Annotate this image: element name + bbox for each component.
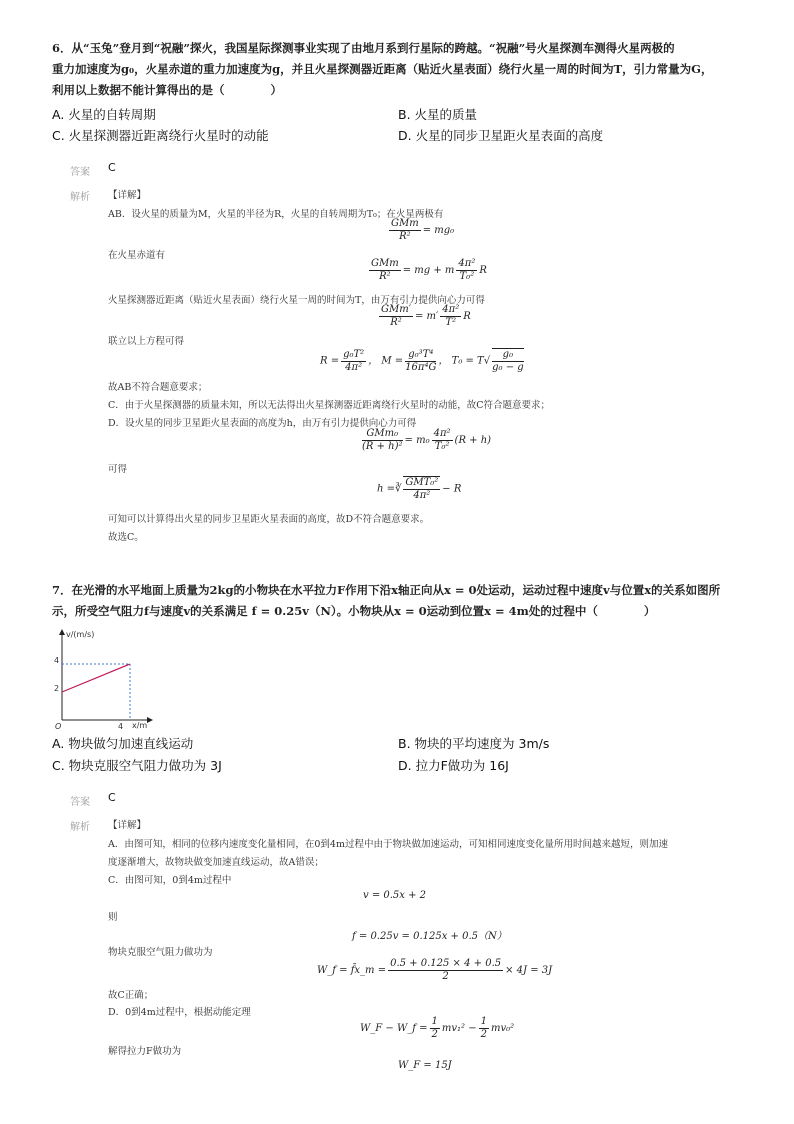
q7-line-c-correct: 故C正确； <box>108 990 154 1001</box>
q6-eq1 <box>387 218 454 243</box>
q6-eq3-den2: T² <box>445 317 457 328</box>
q6-eq4-t-num: g₀ <box>492 349 524 362</box>
q6-line-choose: 故选C。 <box>108 532 144 543</box>
q6-answer: C <box>108 161 116 174</box>
q7-eq2: f = 0.25v = 0.125x + 0.5（N） <box>352 931 507 942</box>
q6-eq2-den2: T₀² <box>459 271 475 282</box>
q7-stem-line2: 示，所受空气阻力f与速度v的关系满足 f = 0.25v（N）。小物块从x = 0运动到位置x = 4m处的过程中（ ） <box>52 604 656 618</box>
q6-line-d: D．设火星的同步卫星距火星表面的高度为h，由万有引力提供向心力可得 <box>108 418 417 429</box>
q7-line-c: C．由图可知，0到4m过程中 <box>108 875 232 886</box>
q6-eq4: R = $\frac{\text{g₀T²}}{\text{4π²}}$ ， M = $\frac{\text{g₀³T⁴}}{\text{16π⁴G}}$ ， T₀ = T√ $\frac{\text{g₀}}{\text{g₀ − g}}$ <box>320 348 524 373</box>
q6-stem-line2: 重力加速度为g₀，火星赤道的重力加速度为g，并且火星探测器近距离（贴近火星表面）绕行火星一周的时间为T，引力常量为G， <box>52 62 713 76</box>
q6-eq6-lhs: h = <box>377 483 395 495</box>
q7-graph-origin: O <box>55 722 62 731</box>
q6-eq4-r-num: g₀T² <box>343 348 365 360</box>
q6-stem-line1: 6．从“玉兔”登月到“祝融”探火，我国星际探测事业实现了由地月系到行星际的跨越。“祝融”号火星探测车测得火星两极的 <box>52 41 675 55</box>
q6-eq4-t-lhs: ， T₀ = T <box>438 355 484 367</box>
q6-eq5-rhs: (R + h) <box>454 435 492 446</box>
q6-line-equator: 在火星赤道有 <box>108 250 166 261</box>
q6-analysis-tag: 解析 <box>70 192 90 203</box>
q6-eq3-num2: 4π² <box>442 304 460 315</box>
q6-eq2-den: R² <box>379 271 391 282</box>
q6-eq2 <box>367 258 487 283</box>
q6-eq1-rhs: = mg₀ <box>422 225 455 236</box>
q6-eq5-den2: T₀² <box>434 441 450 452</box>
q6-eq4-r-lhs: R = <box>320 355 340 367</box>
q6-line-orbit: 火星探测器近距离（贴近火星表面）绕行火星一周的时间为T，由万有引力提供向心力可得 <box>108 295 485 306</box>
q7-eq4-two2: 2 <box>480 1029 487 1040</box>
q7-eq3-rhs: × 4J = 3J <box>505 965 553 976</box>
q7-line-d: D．0到4m过程中，根据动能定理 <box>108 1007 251 1018</box>
q6-eq2-num: GMm <box>371 258 399 269</box>
q7-line-a1: A．由图可知，相同的位移内速度变化量相同，在0到4m过程中由于物块做加速运动，可知相同速度变化量所用时间越来越短，则加速 <box>108 839 668 850</box>
q6-option-a[interactable]: A. 火星的自转周期 <box>52 107 156 122</box>
q6-eq3-rhs: R <box>463 311 471 322</box>
q7-eq4-half1: 1 <box>431 1016 438 1027</box>
q6-eq5-num2: 4π² <box>433 428 451 439</box>
q7-eq4-mv1: mv₁² − <box>441 1023 477 1034</box>
q7-detail-heading: 【详解】 <box>108 820 147 831</box>
q6-option-c[interactable]: C. 火星探测器近距离绕行火星时的动能 <box>52 128 269 143</box>
q6-eq6-rhs: − R <box>442 483 462 495</box>
q7-graph-xtick-4: 4 <box>118 722 124 731</box>
q7-graph-ytick-2: 2 <box>54 684 60 693</box>
q7-line-work: 物块克服空气阻力做功为 <box>108 947 213 958</box>
q7-eq4-lhs: W_F − W_f = <box>360 1023 428 1034</box>
q7-eq5: W_F = 15J <box>398 1060 452 1071</box>
q6-detail-heading: 【详解】 <box>108 190 147 201</box>
q6-stem-line3: 利用以上数据不能计算得出的是（ ） <box>52 83 282 97</box>
q7-eq4-mv2: mv₀² <box>490 1023 515 1034</box>
q6-eq6: h =∛ $\frac{\text{GMT₀²}}{\text{4π²}}$ − R <box>377 477 462 501</box>
q7-stem-line1: 7．在光滑的水平地面上质量为2kg的小物块在水平拉力F作用下沿x轴正向从x = 0处运动，运动过程中速度v与位置x的关系如图所 <box>52 583 721 597</box>
q6-eq2-rhs: R <box>479 265 487 276</box>
q6-eq5-num: GMm₀ <box>362 428 403 441</box>
q7-line-solve: 解得拉力F做功为 <box>108 1046 182 1057</box>
q6-eq1-num: GMm <box>391 218 419 229</box>
q7-line-a2: 度逐渐增大，故物块做变加速直线运动，故A错误； <box>108 857 324 868</box>
q6-eq3 <box>377 304 471 329</box>
q6-eq2-num2: 4π² <box>458 258 476 269</box>
q6-option-d[interactable]: D. 火星的同步卫星距火星表面的高度 <box>398 128 604 143</box>
q6-eq4-t-den: g₀ − g <box>492 362 524 373</box>
q7-line-ze: 则 <box>108 912 118 923</box>
q6-line-ab-conclusion: 故AB不符合题意要求； <box>108 382 208 393</box>
q6-line-ab: AB．设火星的质量为M，火星的半径为R，火星的自转周期为T₀；在火星两极有 <box>108 209 444 220</box>
q7-analysis-tag: 解析 <box>70 822 90 833</box>
q6-eq6-den: 4π² <box>413 490 431 501</box>
q6-eq4-m-den: 16π⁴G <box>405 361 437 373</box>
q6-eq6-num: GMT₀² <box>405 477 439 488</box>
q6-line-d-conclusion: 可知可以计算得出火星的同步卫星距火星表面的高度，故D不符合题意要求。 <box>108 514 430 525</box>
q6-eq4-m-num: g₀³T⁴ <box>405 349 436 362</box>
q7-graph-data-line <box>62 664 130 692</box>
q6-line-keyi: 可得 <box>108 464 128 475</box>
q7-eq3 <box>317 958 552 983</box>
q6-eq5-mid: = m₀ <box>404 435 430 446</box>
q7-graph-plot <box>62 664 130 720</box>
q7-option-b[interactable]: B. 物块的平均速度为 3m/s <box>398 736 550 751</box>
q6-eq3-num: GMm′ <box>381 304 411 315</box>
q6-eq4-r-den: 4π² <box>345 361 363 373</box>
q7-graph-y-label: v/(m/s) <box>66 630 95 639</box>
q7-graph-ytick-4: 4 <box>54 656 60 665</box>
q6-option-b[interactable]: B. 火星的质量 <box>398 107 478 122</box>
q7-eq3-den: 2 <box>442 971 449 982</box>
q7-eq3-num: 0.5 + 0.125 × 4 + 0.5 <box>390 958 502 969</box>
q6-eq1-den: R² <box>399 231 411 242</box>
q7-eq4-half2: 1 <box>480 1016 487 1027</box>
q7-answer: C <box>108 791 116 804</box>
q7-graph-x-label: x/m <box>132 721 148 730</box>
q7-eq3-lhs: W_f = f̄x_m = <box>317 965 387 976</box>
q7-option-c[interactable]: C. 物块克服空气阻力做功为 3J <box>52 758 222 773</box>
q6-eq3-mid: = m′ <box>414 311 439 322</box>
q7-option-a[interactable]: A. 物块做匀加速直线运动 <box>52 736 194 751</box>
q6-eq3-den: R² <box>390 317 402 328</box>
q7-answer-tag: 答案 <box>70 797 90 808</box>
q7-eq4-two1: 2 <box>431 1029 438 1040</box>
q7-eq4 <box>360 1016 514 1041</box>
q7-option-d[interactable]: D. 拉力F做功为 16J <box>398 758 509 773</box>
q7-eq1: v = 0.5x + 2 <box>363 890 427 901</box>
q6-eq5-den: (R + h)² <box>362 441 403 452</box>
q7-vx-graph <box>52 626 162 732</box>
q6-eq4-m-lhs: ， M = <box>368 355 404 367</box>
q6-line-c: C．由于火星探测器的质量未知，所以无法得出火星探测器近距离绕行火星时的动能，故C符合题意要求； <box>108 400 551 411</box>
q6-eq2-mid: = mg + m <box>402 265 455 276</box>
q6-line-combine: 联立以上方程可得 <box>108 336 185 347</box>
q6-eq5 <box>360 428 491 453</box>
q6-answer-tag: 答案 <box>70 167 90 178</box>
